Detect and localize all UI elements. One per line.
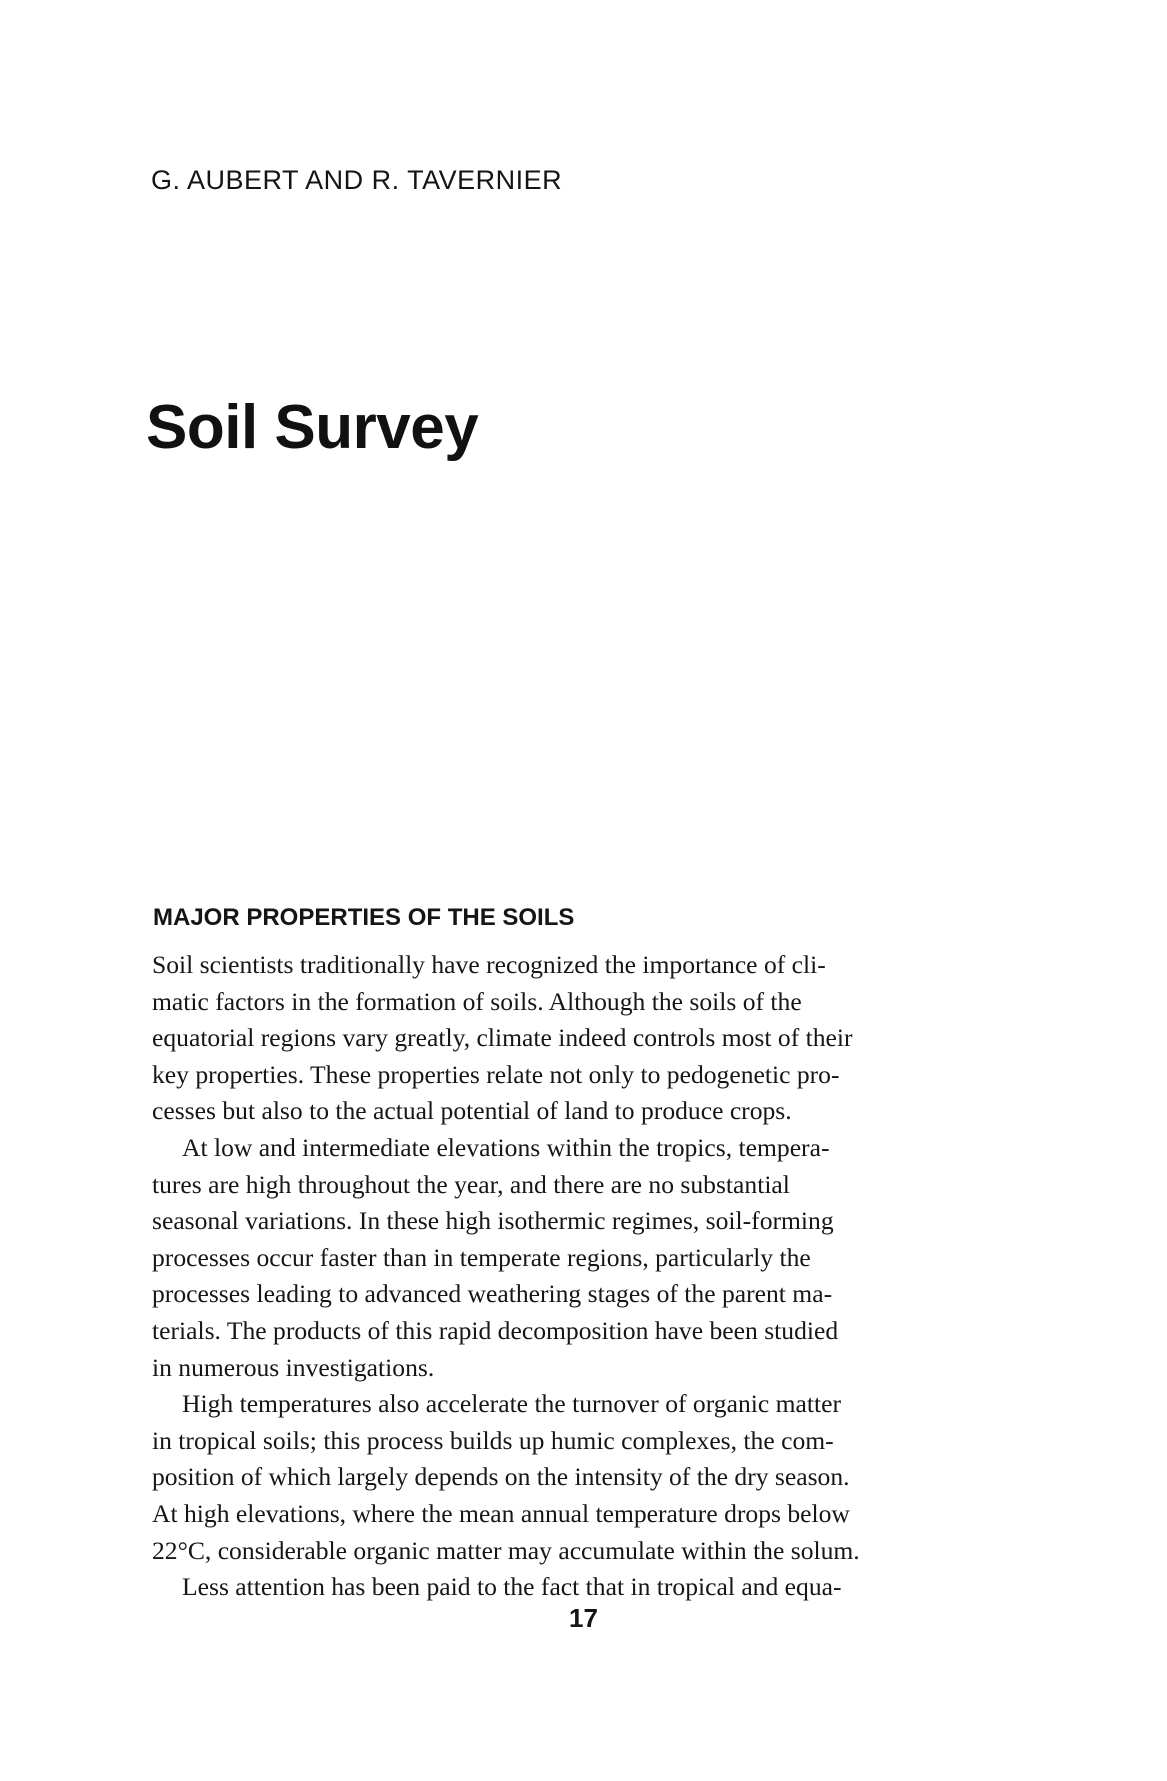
body-text	[152, 947, 1022, 1606]
text-line: tures are high throughout the year, and there are no substantial	[152, 1169, 790, 1199]
section-heading: MAJOR PROPERTIES OF THE SOILS	[153, 904, 575, 931]
text-line: key properties. These properties relate not only to pedogenetic pro-	[152, 1059, 840, 1089]
text-line: seasonal variations. In these high isothermic regimes, soil-forming	[152, 1206, 834, 1236]
text-line: position of which largely depends on the intensity of the dry season.	[152, 1462, 850, 1492]
text-line: 22°C, considerable organic matter may accumulate within the solum.	[152, 1535, 860, 1565]
text-line: matic factors in the formation of soils. Although the soils of the	[152, 986, 802, 1016]
text-line-paragraph-start: At low and intermediate elevations within the tropics, tempera-	[182, 1132, 830, 1162]
text-line: processes occur faster than in temperate regions, particularly the	[152, 1242, 811, 1272]
text-line: in numerous investigations.	[152, 1352, 435, 1382]
text-line-paragraph-start: Less attention has been paid to the fact that in tropical and equa-	[182, 1572, 842, 1602]
text-line: processes leading to advanced weathering stages of the parent ma-	[152, 1279, 833, 1309]
chapter-title: Soil Survey	[146, 393, 479, 462]
text-line: in tropical soils; this process builds up humic complexes, the com-	[152, 1425, 834, 1455]
running-header-authors: G. AUBERT AND R. TAVERNIER	[151, 165, 563, 195]
text-line: equatorial regions vary greatly, climate indeed controls most of their	[152, 1023, 853, 1053]
text-line: Soil scientists traditionally have recognized the importance of cli-	[152, 950, 826, 979]
text-line: At high elevations, where the mean annual temperature drops below	[152, 1498, 850, 1528]
text-line-paragraph-start: High temperatures also accelerate the turnover of organic matter	[182, 1389, 841, 1419]
page-number: 17	[569, 1603, 598, 1633]
text-line: terials. The products of this rapid decomposition have been studied	[152, 1315, 839, 1345]
text-line: cesses but also to the actual potential of land to produce crops.	[152, 1096, 792, 1126]
